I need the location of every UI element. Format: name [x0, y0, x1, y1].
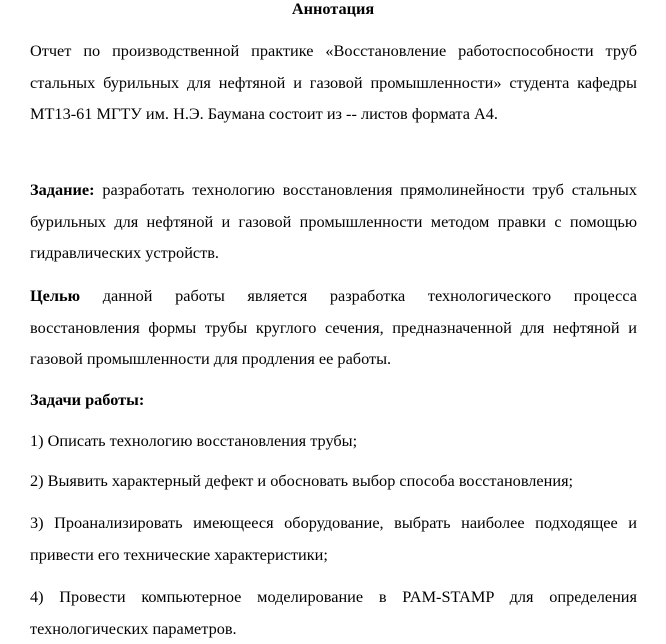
objectives-heading-text: Задачи работы:: [30, 390, 145, 409]
goal-text: данной работы является разработка технологического процесса восстановления формы трубы круглого сечения, предназначенной для нефтяной и газовой промышленности для продления ее работы.: [30, 286, 637, 368]
goal-label: Целью: [30, 286, 81, 305]
objective-item-1: 1) Описать технологию восстановления трубы;: [30, 431, 358, 450]
task-paragraph: [30, 174, 637, 269]
intro-paragraph: Отчет по производственной практике «Восстановление работоспособности труб стальных бурильных для нефтяной и газовой промышленности» студента кафедры МТ13-61 МГТУ им. Н.Э. Баумана состоит из -- листов формата А4.: [30, 41, 637, 123]
objectives-heading: [30, 384, 637, 416]
document-title: Аннотация: [291, 0, 375, 18]
task-text: разработать технологию восстановления прямолинейности труб стальных бурильных для нефтяной и газовой промышленности методом правки с помощью гидравлических устройств.: [30, 180, 637, 262]
objective-item-4: 4) Провести компьютерное моделирование в PAM-STAMP для определения технологических параметров.: [30, 587, 637, 638]
objective-item-2: 2) Выявить характерный дефект и обосновать выбор способа восстановления;: [30, 471, 574, 490]
objective-item-3: 3) Проанализировать имеющееся оборудование, выбрать наиболее подходящее и привести его технические характеристики;: [30, 513, 637, 564]
task-label: Задание:: [30, 180, 95, 199]
goal-paragraph: [30, 280, 637, 375]
